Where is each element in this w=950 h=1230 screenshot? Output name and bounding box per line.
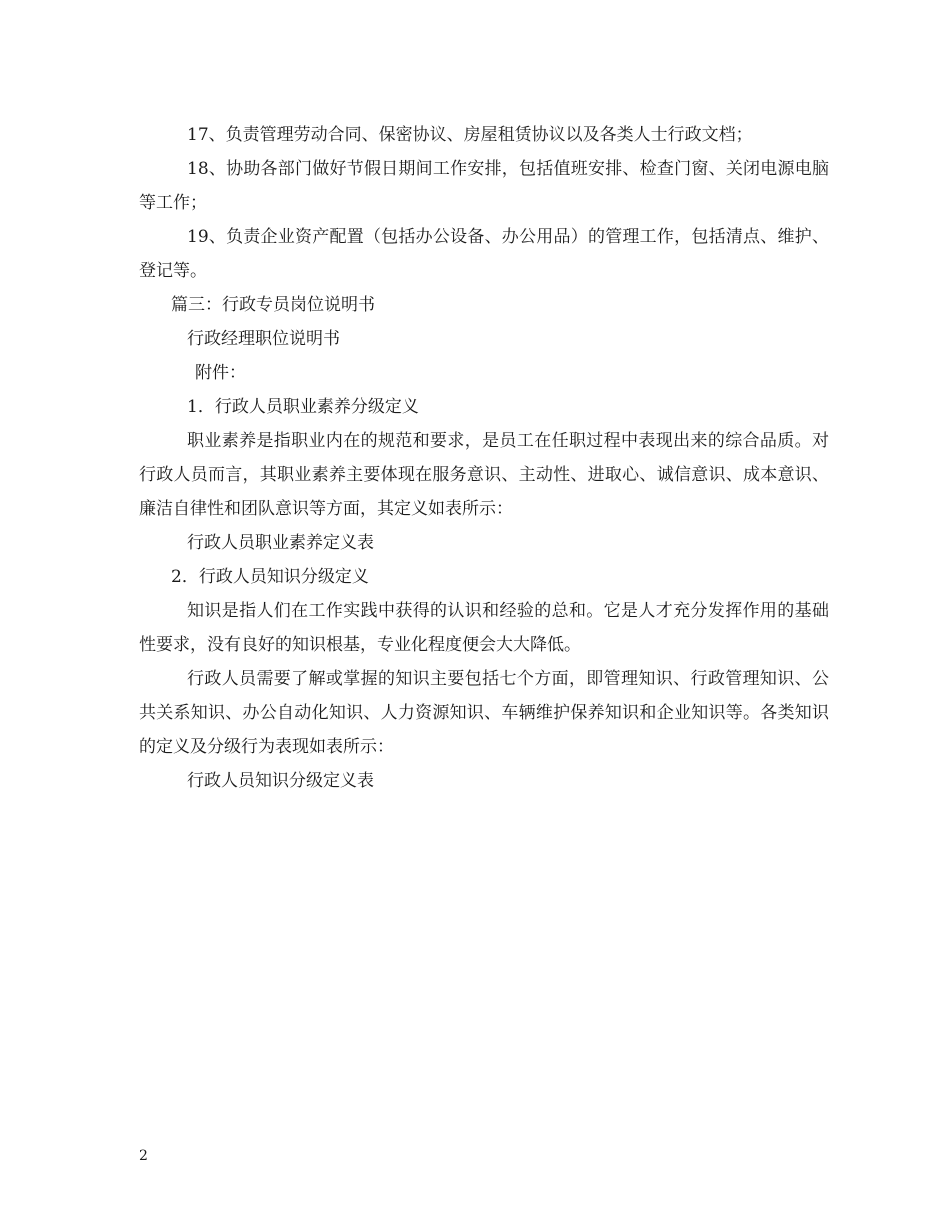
paragraph-knowledge-definition: 知识是指人们在工作实践中获得的认识和经验的总和。它是人才充分发挥作用的基础性要求，没有良好的知识根基，专业化程度便会大大降低。 [139, 601, 829, 655]
paragraph-item-17: 17、负责管理劳动合同、保密协议、房屋租赁协议以及各类人士行政文档； [187, 125, 753, 145]
section-heading: 篇三：行政专员岗位说明书 [171, 295, 375, 315]
paragraph-literacy: 职业素养是指职业内在的规范和要求，是员工在任职过程中表现出来的综合品质。对行政人员而言，其职业素养主要体现在服务意识、主动性、进取心、诚信意识、成本意识、廉洁自律性和团队意识等方面，其定义如表所示： [139, 431, 829, 519]
subheading-literacy: 1．行政人员职业素养分级定义 [187, 397, 419, 417]
paragraph-item-18: 18、协助各部门做好节假日期间工作安排，包括值班安排、检查门窗、关闭电源电脑等工作； [139, 159, 829, 213]
attachment-label: 附件： [195, 363, 246, 383]
subheading-knowledge: 2．行政人员知识分级定义 [171, 567, 369, 587]
table-caption-literacy: 行政人员职业素养定义表 [187, 533, 374, 553]
page-number: 2 [139, 1148, 148, 1164]
paragraph-item-19: 19、负责企业资产配置（包括办公设备、办公用品）的管理工作，包括清点、维护、登记等。 [139, 227, 829, 281]
document-body [139, 118, 829, 798]
table-caption-knowledge: 行政人员知识分级定义表 [187, 771, 374, 791]
document-title: 行政经理职位说明书 [187, 329, 340, 349]
paragraph-knowledge-areas: 行政人员需要了解或掌握的知识主要包括七个方面，即管理知识、行政管理知识、公共关系知识、办公自动化知识、人力资源知识、车辆维护保养知识和企业知识等。各类知识的定义及分级行为表现如表所示： [139, 669, 829, 757]
